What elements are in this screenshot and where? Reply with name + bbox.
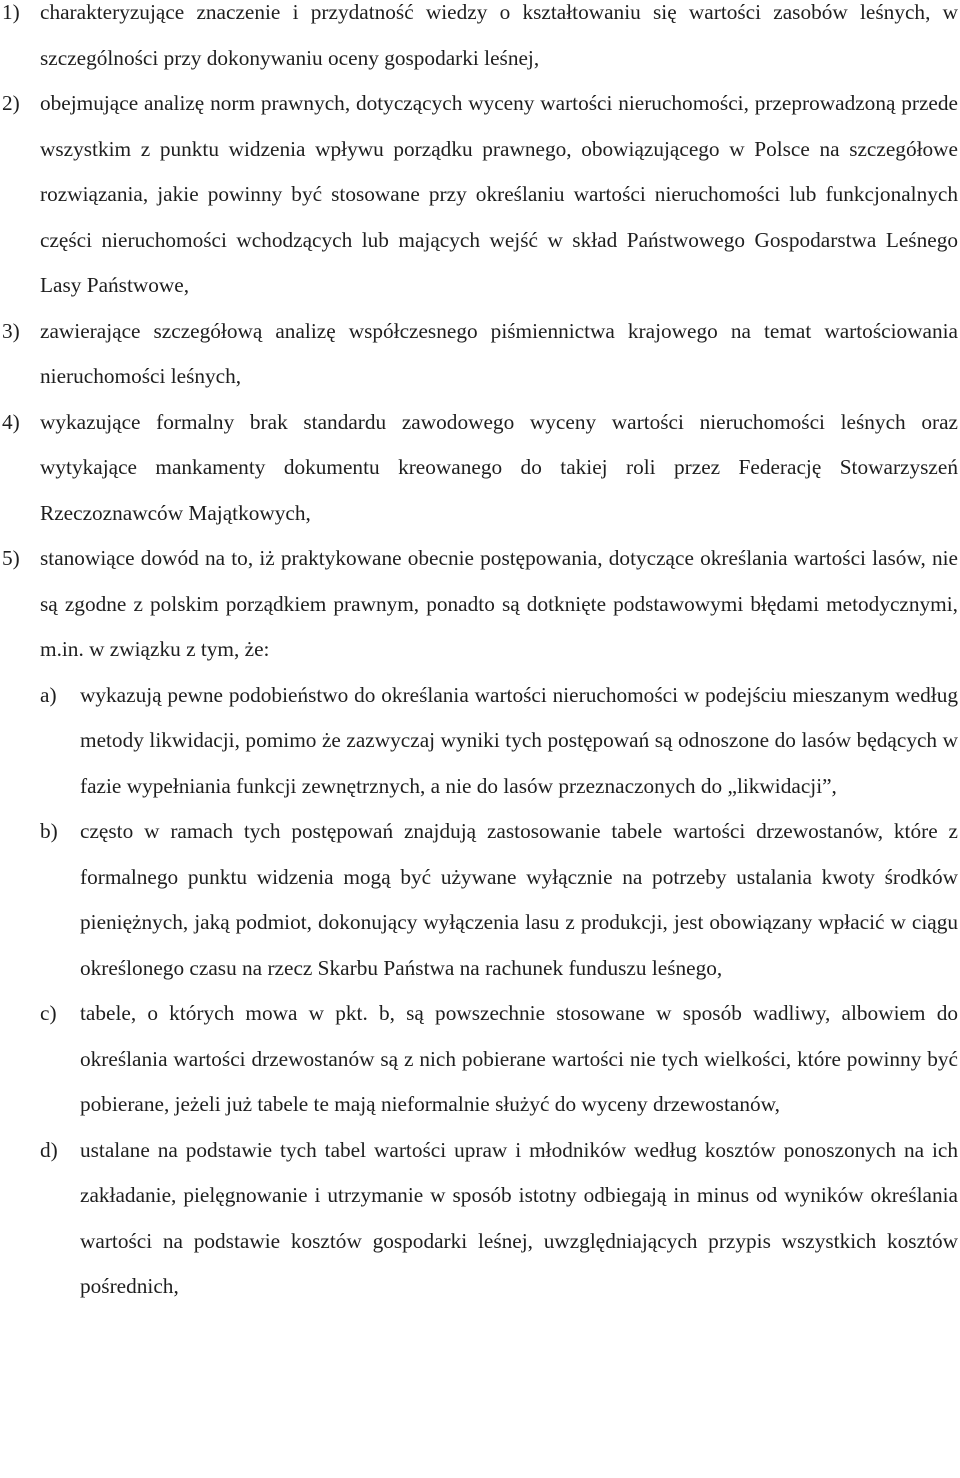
list-marker: 5) — [2, 546, 20, 570]
sub-list-item-text: wykazują pewne podobieństwo do określania wartości nieruchomości w podejściu mieszanym według metody likwidacji, pomimo że zazwyczaj wyniki tych postępowań są odnoszone do lasów będących w fazie wypełniania funkcji zewnętrznych, a nie do lasów przeznaczonych do „likwidacji”, — [80, 682, 958, 798]
sub-list-item-c — [0, 991, 960, 1128]
list-item-3 — [0, 309, 960, 400]
list-marker: 4) — [2, 409, 20, 434]
sub-list-marker: a) — [40, 682, 57, 707]
list-item-1 — [0, 0, 960, 81]
sub-list-item-b — [0, 809, 960, 991]
list-marker: 1) — [2, 0, 20, 24]
sub-list-marker: b) — [40, 819, 58, 843]
list-marker: 2) — [2, 91, 20, 115]
sub-list-item-text: tabele, o których mowa w pkt. b, są powszechnie stosowane w sposób wadliwy, albowiem do określania wartości drzewostanów są z nich pobierane wartości nie tych wielkości, które powinny być pobierane, jeżeli już tabele te mają nieformalnie służyć do wyceny drzewostanów, — [80, 1001, 958, 1116]
list-item-2 — [0, 81, 960, 309]
sub-list-item-d — [0, 1128, 960, 1310]
sub-list-marker: d) — [40, 1137, 58, 1162]
list-item-text: zawierające szczegółową analizę współczesnego piśmiennictwa krajowego na temat wartościowania nieruchomości leśnych, — [40, 318, 958, 388]
sub-list-item-a — [0, 673, 960, 810]
sub-list-marker: c) — [40, 1001, 57, 1025]
list-item-5 — [0, 536, 960, 673]
list-item-text: stanowiące dowód na to, iż praktykowane obecnie postępowania, dotyczące określania wartości lasów, nie są zgodne z polskim porządkiem prawnym, ponadto są dotknięte podstawowymi błędami metodycznymi, m.in. w związku z tym, że: — [40, 546, 958, 661]
list-item-text: charakteryzujące znaczenie i przydatność wiedzy o kształtowaniu się wartości zasobów leśnych, w szczególności przy dokonywaniu oceny gospodarki leśnej, — [40, 0, 958, 70]
list-item-text: wykazujące formalny brak standardu zawodowego wyceny wartości nieruchomości leśnych oraz wytykające mankamenty dokumentu kreowanego do takiej roli przez Federację Stowarzyszeń Rzeczoznawców Majątkowych, — [40, 409, 958, 525]
list-item-4 — [0, 400, 960, 537]
list-marker: 3) — [2, 318, 20, 343]
sub-list-item-text: często w ramach tych postępowań znajdują zastosowanie tabele wartości drzewostanów, które z formalnego punktu widzenia mogą być używane wyłącznie na potrzeby ustalania kwoty środków pieniężnych, jaką podmiot, dokonujący wyłączenia lasu z produkcji, jest obowiązany wpłacić w ciągu określonego czasu na rzecz Skarbu Państwa na rachunek funduszu leśnego, — [80, 819, 958, 980]
sub-list-item-text: ustalane na podstawie tych tabel wartości upraw i młodników według kosztów ponoszonych na ich zakładanie, pielęgnowanie i utrzymanie w sposób istotny odbiegają in minus od wyników określania wartości na podstawie kosztów gospodarki leśnej, uwzględniających przypis wszystkich kosztów pośrednich, — [80, 1137, 958, 1298]
list-item-text: obejmujące analizę norm prawnych, dotyczących wyceny wartości nieruchomości, przeprowadzoną przede wszystkim z punktu widzenia wpływu porządku prawnego, obowiązującego w Polsce na szczegółowe rozwiązania, jakie powinny być stosowane przy określaniu wartości nieruchomości lub funkcjonalnych części nieruchomości wchodzących lub mających wejść w skład Państwowego Gospodarstwa Leśnego Lasy Państwowe, — [40, 91, 958, 297]
